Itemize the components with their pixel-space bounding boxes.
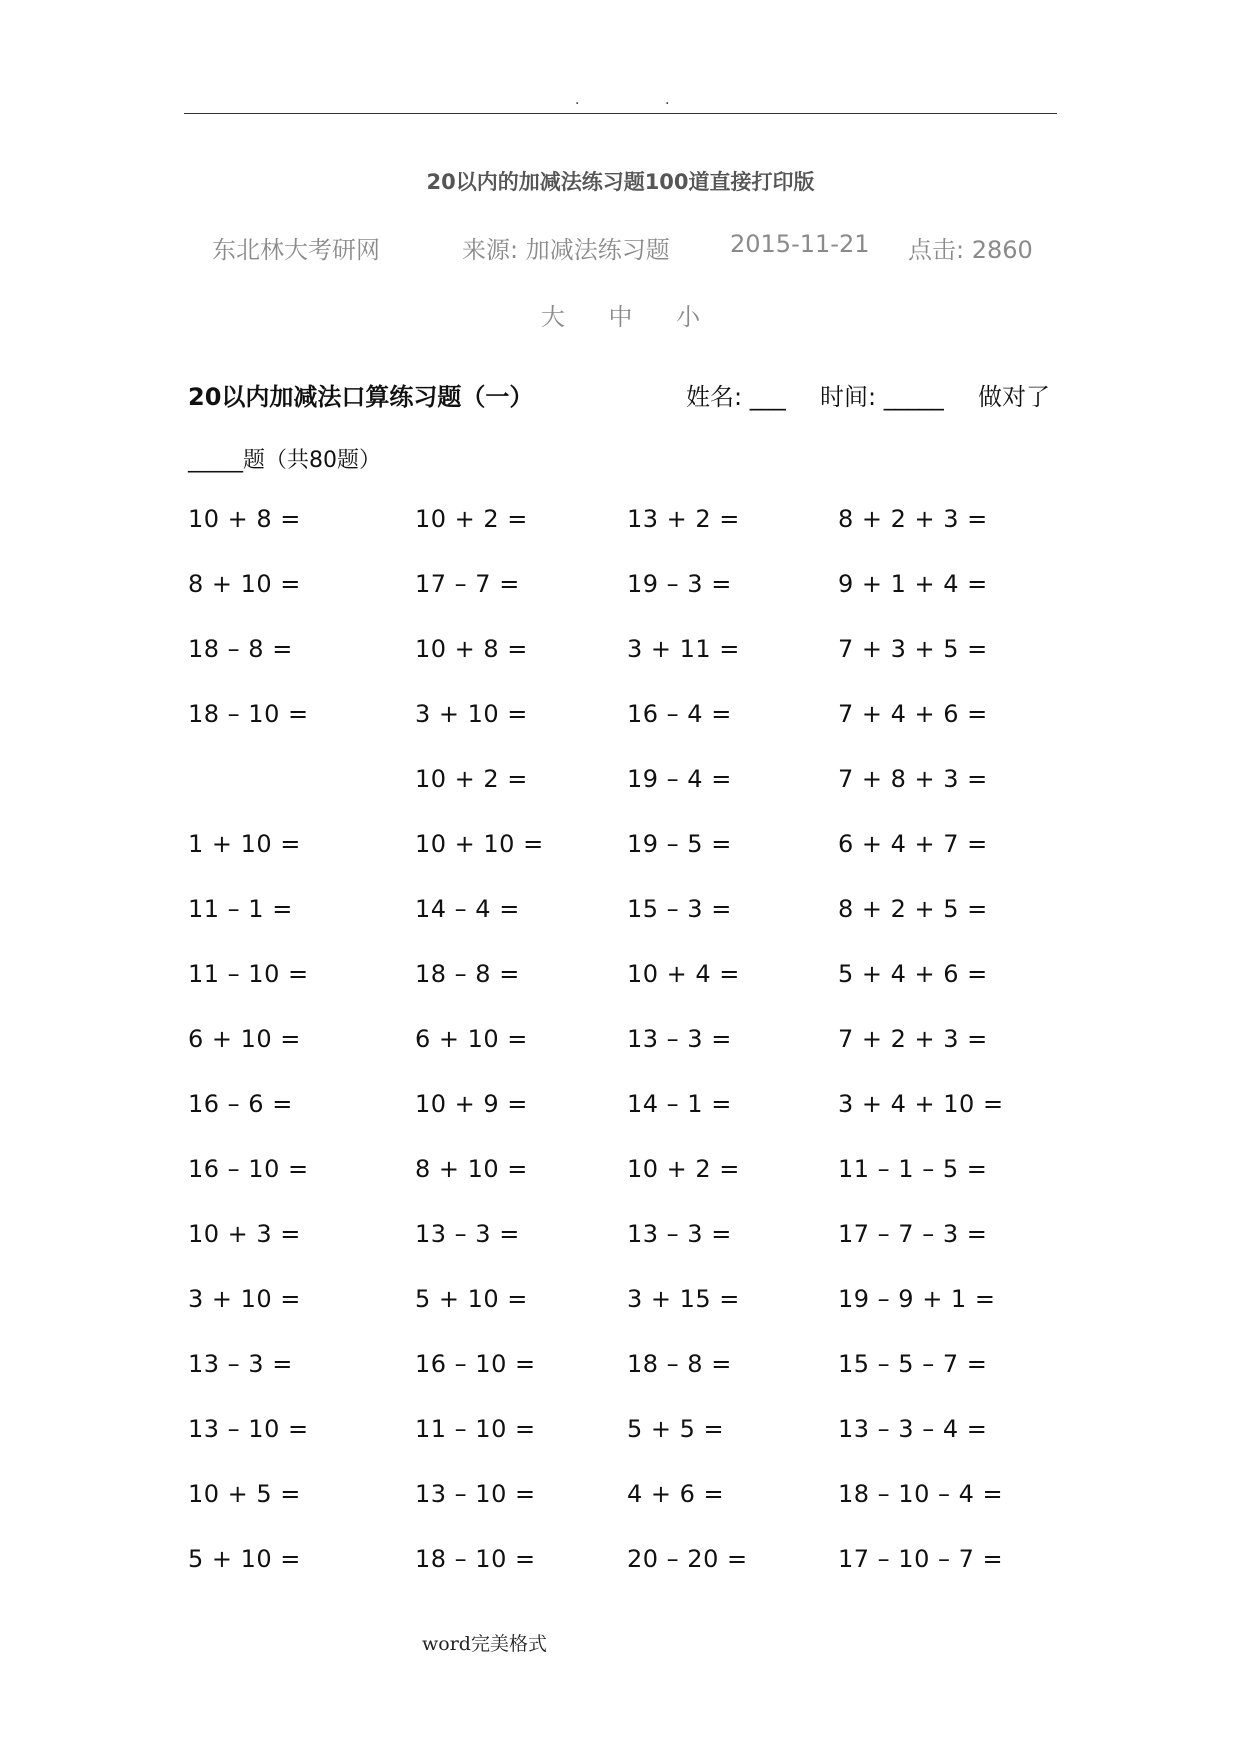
problem-r7-c2: 14 – 4 = [415, 895, 520, 923]
problem-r8-c3: 10 + 4 = [627, 960, 740, 988]
document-title: 20以内的加减法练习题100道直接打印版 [426, 170, 815, 194]
problem-r6-c1: 1 + 10 = [188, 830, 301, 858]
font-size-large[interactable]: 大 [540, 303, 565, 331]
problem-r17-c1: 5 + 10 = [188, 1545, 301, 1573]
problem-r10-c2: 10 + 9 = [415, 1090, 528, 1118]
problem-r13-c3: 3 + 15 = [627, 1285, 740, 1313]
meta-date: 2015-11-21 [730, 230, 870, 258]
problem-r1-c4: 8 + 2 + 3 = [838, 505, 988, 533]
problem-r9-c2: 6 + 10 = [415, 1025, 528, 1053]
problem-r11-c3: 10 + 2 = [627, 1155, 740, 1183]
problem-r14-c3: 18 – 8 = [627, 1350, 732, 1378]
problem-r12-c4: 17 – 7 – 3 = [838, 1220, 988, 1248]
problem-r15-c2: 11 – 10 = [415, 1415, 536, 1443]
header-dot-right: . [665, 92, 670, 108]
correct-label: 做对了 [978, 383, 1050, 411]
time-field: 时间: _____ [820, 383, 944, 411]
section-title: 20以内加减法口算练习题（一） [188, 383, 534, 411]
problem-r1-c2: 10 + 2 = [415, 505, 528, 533]
problem-r4-c4: 7 + 4 + 6 = [838, 700, 988, 728]
problem-r4-c2: 3 + 10 = [415, 700, 528, 728]
problem-r8-c1: 11 – 10 = [188, 960, 309, 988]
problem-r11-c4: 11 – 1 – 5 = [838, 1155, 988, 1183]
problem-r13-c2: 5 + 10 = [415, 1285, 528, 1313]
problem-r12-c1: 10 + 3 = [188, 1220, 301, 1248]
problem-r5-c4: 7 + 8 + 3 = [838, 765, 988, 793]
problem-r6-c3: 19 – 5 = [627, 830, 732, 858]
problem-r14-c2: 16 – 10 = [415, 1350, 536, 1378]
font-size-medium[interactable]: 中 [608, 303, 633, 331]
count-line: _____题（共80题） [188, 448, 381, 473]
problem-r3-c3: 3 + 11 = [627, 635, 740, 663]
problem-r1-c3: 13 + 2 = [627, 505, 740, 533]
problem-r17-c3: 20 – 20 = [627, 1545, 748, 1573]
header-dot-left: . [575, 92, 580, 108]
problem-r2-c3: 19 – 3 = [627, 570, 732, 598]
problem-r15-c4: 13 – 3 – 4 = [838, 1415, 988, 1443]
font-size-small[interactable]: 小 [676, 303, 701, 331]
meta-clicks: 点击: 2860 [908, 236, 1033, 264]
problem-r8-c2: 18 – 8 = [415, 960, 520, 988]
problem-r9-c4: 7 + 2 + 3 = [838, 1025, 988, 1053]
problem-r2-c4: 9 + 1 + 4 = [838, 570, 988, 598]
problem-r10-c4: 3 + 4 + 10 = [838, 1090, 1004, 1118]
problem-r16-c3: 4 + 6 = [627, 1480, 725, 1508]
problem-r7-c4: 8 + 2 + 5 = [838, 895, 988, 923]
problem-r14-c4: 15 – 5 – 7 = [838, 1350, 988, 1378]
problem-r6-c4: 6 + 4 + 7 = [838, 830, 988, 858]
name-field: 姓名: ___ [686, 383, 786, 411]
problem-r11-c1: 16 – 10 = [188, 1155, 309, 1183]
problem-r1-c1: 10 + 8 = [188, 505, 301, 533]
meta-source: 来源: 加减法练习题 [462, 236, 670, 264]
problem-r7-c3: 15 – 3 = [627, 895, 732, 923]
problem-r14-c1: 13 – 3 = [188, 1350, 293, 1378]
header-rule [184, 113, 1057, 114]
problem-r3-c4: 7 + 3 + 5 = [838, 635, 988, 663]
problem-r5-c2: 10 + 2 = [415, 765, 528, 793]
problem-r12-c2: 13 – 3 = [415, 1220, 520, 1248]
problem-r15-c3: 5 + 5 = [627, 1415, 725, 1443]
problem-r4-c1: 18 – 10 = [188, 700, 309, 728]
problem-r10-c3: 14 – 1 = [627, 1090, 732, 1118]
problem-r2-c1: 8 + 10 = [188, 570, 301, 598]
footer-text: word完美格式 [422, 1633, 547, 1655]
problem-r2-c2: 17 – 7 = [415, 570, 520, 598]
problem-r3-c2: 10 + 8 = [415, 635, 528, 663]
problem-r16-c4: 18 – 10 – 4 = [838, 1480, 1004, 1508]
problem-r16-c1: 10 + 5 = [188, 1480, 301, 1508]
problem-r4-c3: 16 – 4 = [627, 700, 732, 728]
problem-r17-c4: 17 – 10 – 7 = [838, 1545, 1004, 1573]
meta-site: 东北林大考研网 [212, 236, 380, 264]
problem-r9-c1: 6 + 10 = [188, 1025, 301, 1053]
problem-r7-c1: 11 – 1 = [188, 895, 293, 923]
problem-r5-c3: 19 – 4 = [627, 765, 732, 793]
problem-r13-c4: 19 – 9 + 1 = [838, 1285, 996, 1313]
problem-r11-c2: 8 + 10 = [415, 1155, 528, 1183]
problem-r15-c1: 13 – 10 = [188, 1415, 309, 1443]
problem-r16-c2: 13 – 10 = [415, 1480, 536, 1508]
problem-r10-c1: 16 – 6 = [188, 1090, 293, 1118]
problem-r3-c1: 18 – 8 = [188, 635, 293, 663]
font-size-switcher [0, 297, 1241, 332]
problem-r9-c3: 13 – 3 = [627, 1025, 732, 1053]
problem-r6-c2: 10 + 10 = [415, 830, 544, 858]
problem-r8-c4: 5 + 4 + 6 = [838, 960, 988, 988]
problem-r17-c2: 18 – 10 = [415, 1545, 536, 1573]
problem-r13-c1: 3 + 10 = [188, 1285, 301, 1313]
problem-r12-c3: 13 – 3 = [627, 1220, 732, 1248]
